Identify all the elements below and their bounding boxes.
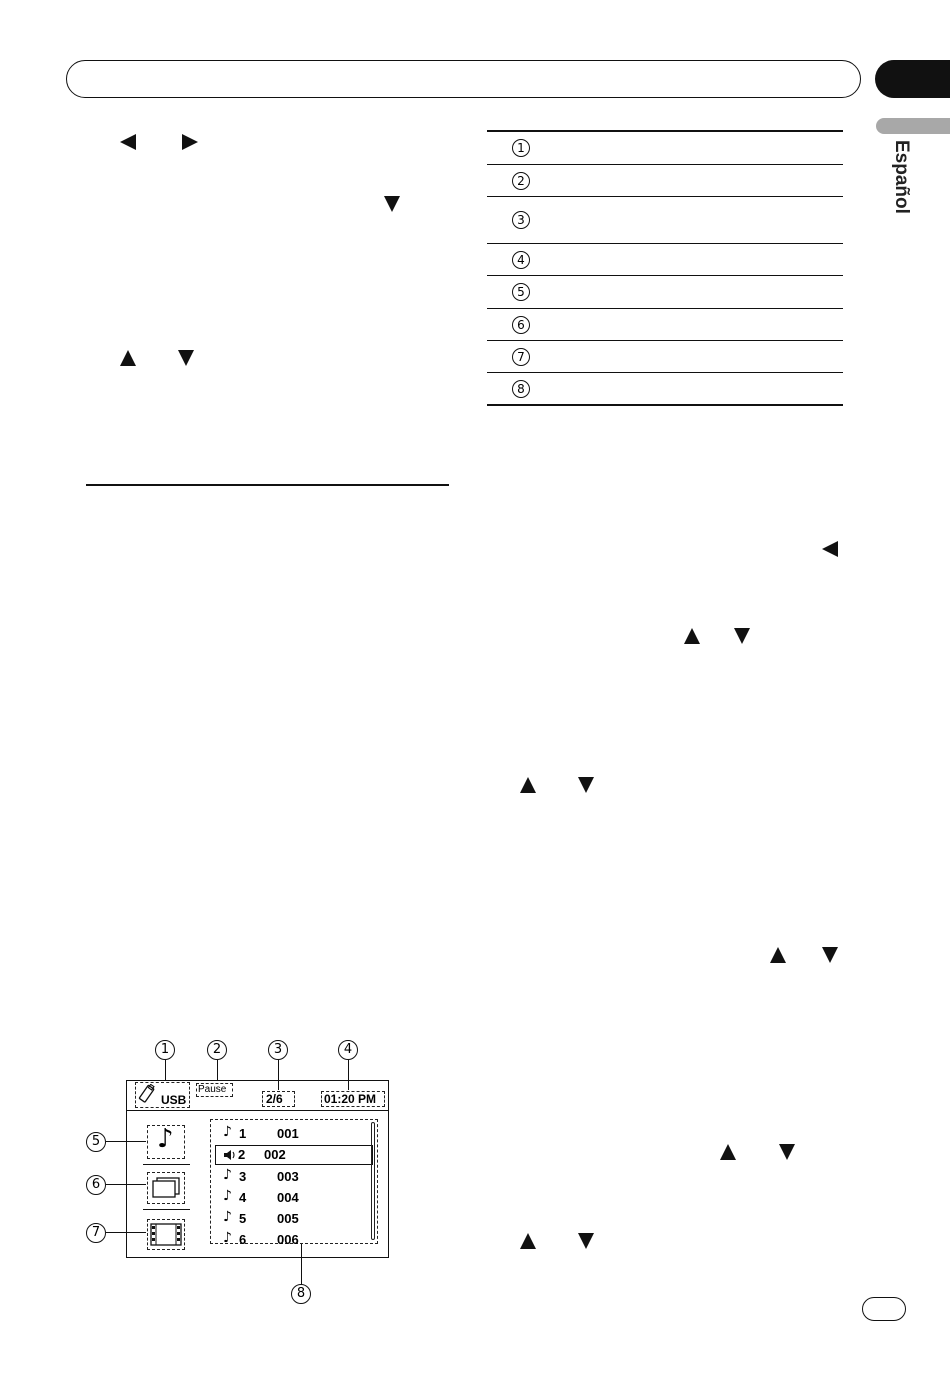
down-arrow-icon bbox=[178, 350, 194, 366]
track-name: 006 bbox=[277, 1232, 299, 1247]
source-box bbox=[135, 1082, 190, 1108]
track-counter: 2/6 bbox=[266, 1092, 283, 1106]
chapter-tab bbox=[875, 60, 950, 98]
leader-line bbox=[217, 1060, 218, 1081]
section-divider bbox=[86, 484, 449, 486]
legend-row bbox=[487, 244, 843, 276]
up-arrow-icon bbox=[720, 1144, 736, 1160]
status-box bbox=[196, 1083, 233, 1097]
left-arrow-icon bbox=[822, 541, 838, 557]
music-mode-icon: ♪ bbox=[147, 1125, 185, 1159]
legend-marker: 7 bbox=[512, 348, 530, 366]
legend-marker: 2 bbox=[512, 172, 530, 190]
header-bar bbox=[66, 60, 861, 98]
status-divider bbox=[127, 1110, 388, 1111]
callout-7: 7 bbox=[86, 1223, 106, 1243]
legend-row bbox=[487, 276, 843, 309]
language-tab bbox=[876, 118, 950, 134]
up-arrow-icon bbox=[684, 628, 700, 644]
track-counter-box bbox=[262, 1091, 295, 1107]
music-note-icon: ♪ bbox=[223, 1188, 232, 1204]
track-number: 1 bbox=[239, 1126, 247, 1141]
right-arrow-icon bbox=[182, 134, 198, 150]
track-name: 002 bbox=[264, 1147, 286, 1162]
legend-marker: 3 bbox=[512, 211, 530, 229]
track-number: 6 bbox=[239, 1232, 247, 1247]
track-list[interactable] bbox=[210, 1119, 378, 1247]
music-note-icon: ♪ bbox=[223, 1209, 232, 1225]
usb-screen-diagram bbox=[76, 1036, 396, 1306]
legend-row bbox=[487, 309, 843, 341]
music-note-icon: ♪ bbox=[223, 1124, 232, 1140]
down-arrow-icon bbox=[822, 947, 838, 963]
callout-8: 8 bbox=[291, 1284, 311, 1304]
down-arrow-icon bbox=[578, 1233, 594, 1249]
down-arrow-icon bbox=[734, 628, 750, 644]
down-arrow-icon bbox=[578, 777, 594, 793]
callout-4: 4 bbox=[338, 1040, 358, 1060]
down-arrow-icon bbox=[779, 1144, 795, 1160]
legend-row bbox=[487, 197, 843, 244]
callout-2: 2 bbox=[207, 1040, 227, 1060]
up-arrow-icon bbox=[120, 350, 136, 366]
status-label: Pause bbox=[198, 1084, 227, 1095]
photo-mode-icon bbox=[147, 1172, 185, 1204]
legend-marker: 1 bbox=[512, 139, 530, 157]
callout-1: 1 bbox=[155, 1040, 175, 1060]
track-row-selected[interactable] bbox=[215, 1145, 373, 1165]
callout-3: 3 bbox=[268, 1040, 288, 1060]
legend-row bbox=[487, 373, 843, 406]
callout-6: 6 bbox=[86, 1175, 106, 1195]
track-name: 005 bbox=[277, 1211, 299, 1226]
screen-frame bbox=[126, 1080, 389, 1258]
legend-marker: 6 bbox=[512, 316, 530, 334]
mode-divider bbox=[143, 1209, 190, 1210]
up-arrow-icon bbox=[520, 1233, 536, 1249]
legend-row bbox=[487, 132, 843, 165]
down-arrow-icon bbox=[384, 196, 400, 212]
language-label: Español bbox=[891, 140, 912, 214]
music-note-icon: ♪ bbox=[223, 1230, 232, 1246]
speaker-icon bbox=[223, 1149, 237, 1161]
track-name: 004 bbox=[277, 1190, 299, 1205]
legend-row bbox=[487, 341, 843, 373]
music-note-icon: ♪ bbox=[223, 1167, 232, 1183]
clock-box bbox=[321, 1091, 385, 1107]
track-row[interactable] bbox=[223, 1188, 373, 1209]
track-number: 3 bbox=[239, 1169, 247, 1184]
usb-stick-icon bbox=[138, 1084, 158, 1106]
clock: 01:20 PM bbox=[324, 1092, 377, 1106]
callout-5: 5 bbox=[86, 1132, 106, 1152]
track-row[interactable] bbox=[223, 1209, 373, 1230]
track-list-scrollbar[interactable] bbox=[371, 1122, 375, 1240]
up-arrow-icon bbox=[520, 777, 536, 793]
track-number: 4 bbox=[239, 1190, 247, 1205]
track-name: 001 bbox=[277, 1126, 299, 1141]
track-number: 5 bbox=[239, 1211, 247, 1226]
page-number-badge bbox=[862, 1297, 906, 1321]
legend-table bbox=[487, 130, 843, 406]
up-arrow-icon bbox=[770, 947, 786, 963]
track-number: 2 bbox=[238, 1147, 246, 1162]
video-mode-icon bbox=[147, 1219, 185, 1250]
track-name: 003 bbox=[277, 1169, 299, 1184]
legend-marker: 5 bbox=[512, 283, 530, 301]
source-label: USB bbox=[161, 1093, 187, 1107]
legend-row bbox=[487, 165, 843, 197]
legend-marker: 4 bbox=[512, 251, 530, 269]
legend-marker: 8 bbox=[512, 380, 530, 398]
mode-divider bbox=[143, 1164, 190, 1165]
track-row[interactable] bbox=[223, 1230, 373, 1251]
left-arrow-icon bbox=[120, 134, 136, 150]
leader-line bbox=[165, 1060, 166, 1080]
track-row[interactable] bbox=[223, 1167, 373, 1188]
track-row[interactable] bbox=[223, 1124, 373, 1145]
